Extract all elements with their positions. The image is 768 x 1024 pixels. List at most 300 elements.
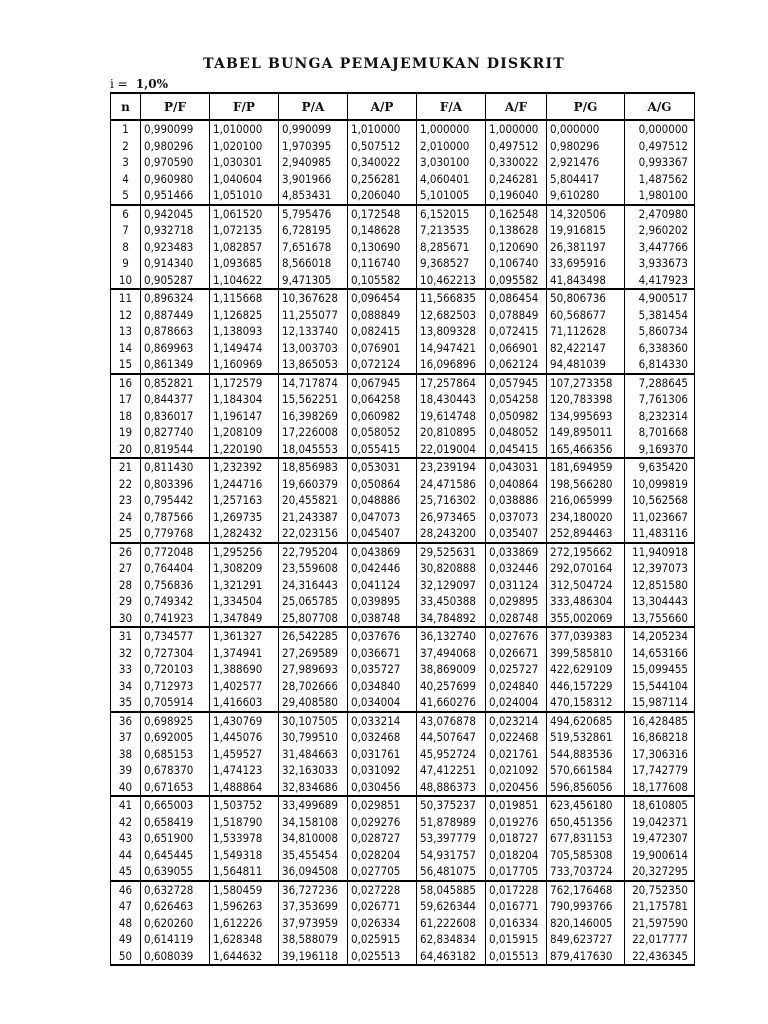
column-header: n <box>111 93 141 120</box>
factor-cell: 10,562568 <box>625 492 695 509</box>
factor-cell: 1,160969 <box>210 356 279 374</box>
period-cell: 18 <box>111 408 141 425</box>
period-cell: 35 <box>111 694 141 712</box>
factor-cell: 0,741923 <box>141 610 210 628</box>
factor-cell: 0,072124 <box>348 356 417 374</box>
factor-cell: 18,610805 <box>625 796 695 814</box>
factor-cell: 1,321291 <box>210 577 279 594</box>
period-cell: 4 <box>111 171 141 188</box>
page-title: TABEL BUNGA PEMAJEMUKAN DISKRIT <box>203 56 565 72</box>
factor-cell: 1,487562 <box>625 171 695 188</box>
factor-cell: 8,285671 <box>417 239 486 256</box>
factor-cell: 1,184304 <box>210 391 279 408</box>
factor-cell: 570,661584 <box>547 762 625 779</box>
factor-cell: 0,015915 <box>486 931 547 948</box>
factor-cell: 0,045407 <box>348 525 417 543</box>
factor-cell: 14,205234 <box>625 627 695 645</box>
factor-cell: 1,430769 <box>210 712 279 730</box>
factor-cell: 32,834686 <box>279 779 348 797</box>
factor-cell: 0,016771 <box>486 898 547 915</box>
period-cell: 1 <box>111 120 141 138</box>
factor-cell: 0,844377 <box>141 391 210 408</box>
factor-cell: 34,784892 <box>417 610 486 628</box>
column-header: F/A <box>417 93 486 120</box>
factor-cell: 1,347849 <box>210 610 279 628</box>
period-cell: 23 <box>111 492 141 509</box>
factor-cell: 43,076878 <box>417 712 486 730</box>
factor-cell: 4,900517 <box>625 289 695 307</box>
factor-cell: 181,694959 <box>547 458 625 476</box>
column-header: A/F <box>486 93 547 120</box>
period-cell: 25 <box>111 525 141 543</box>
factor-cell: 0,015513 <box>486 948 547 966</box>
factor-cell: 15,099455 <box>625 661 695 678</box>
factor-cell: 0,028727 <box>348 830 417 847</box>
factor-cell: 2,010000 <box>417 138 486 155</box>
factor-cell: 544,883536 <box>547 746 625 763</box>
factor-cell: 2,960202 <box>625 222 695 239</box>
factor-cell: 0,116740 <box>348 255 417 272</box>
period-cell: 17 <box>111 391 141 408</box>
factor-cell: 8,566018 <box>279 255 348 272</box>
factor-cell: 0,072415 <box>486 323 547 340</box>
period-cell: 19 <box>111 424 141 441</box>
factor-cell: 0,047073 <box>348 509 417 526</box>
factor-cell: 0,076901 <box>348 340 417 357</box>
factor-cell: 59,626344 <box>417 898 486 915</box>
factor-cell: 27,269589 <box>279 645 348 662</box>
factor-cell: 762,176468 <box>547 881 625 899</box>
factor-cell: 0,932718 <box>141 222 210 239</box>
factor-cell: 0,639055 <box>141 863 210 881</box>
factor-cell: 0,037676 <box>348 627 417 645</box>
factor-cell: 1,000000 <box>417 120 486 138</box>
factor-cell: 3,030100 <box>417 154 486 171</box>
factor-cell: 60,568677 <box>547 307 625 324</box>
table-row <box>111 476 695 493</box>
factor-cell: 0,836017 <box>141 408 210 425</box>
factor-cell: 0,027228 <box>348 881 417 899</box>
period-cell: 44 <box>111 847 141 864</box>
factor-cell: 377,039383 <box>547 627 625 645</box>
factor-cell: 19,614748 <box>417 408 486 425</box>
factor-cell: 0,048886 <box>348 492 417 509</box>
factor-cell: 0,054258 <box>486 391 547 408</box>
table-row <box>111 525 695 543</box>
factor-cell: 0,025513 <box>348 948 417 966</box>
factor-cell: 16,428485 <box>625 712 695 730</box>
factor-cell: 13,809328 <box>417 323 486 340</box>
period-cell: 10 <box>111 272 141 290</box>
factor-cell: 0,887449 <box>141 307 210 324</box>
factor-cell: 4,060401 <box>417 171 486 188</box>
factor-cell: 64,463182 <box>417 948 486 966</box>
factor-cell: 0,019851 <box>486 796 547 814</box>
factor-cell: 0,060982 <box>348 408 417 425</box>
factor-cell: 11,566835 <box>417 289 486 307</box>
factor-cell: 28,243200 <box>417 525 486 543</box>
column-header: A/P <box>348 93 417 120</box>
factor-cell: 0,779768 <box>141 525 210 543</box>
factor-cell: 0,037073 <box>486 509 547 526</box>
factor-cell: 0,106740 <box>486 255 547 272</box>
table-row <box>111 222 695 239</box>
factor-cell: 0,923483 <box>141 239 210 256</box>
factor-cell: 0,030456 <box>348 779 417 797</box>
table-row <box>111 729 695 746</box>
factor-cell: 1,308209 <box>210 560 279 577</box>
factor-cell: 879,417630 <box>547 948 625 966</box>
table-row <box>111 441 695 459</box>
factor-cell: 20,810895 <box>417 424 486 441</box>
table-row <box>111 374 695 392</box>
factor-cell: 0,031092 <box>348 762 417 779</box>
factor-cell: 1,000000 <box>486 120 547 138</box>
factor-cell: 1,980100 <box>625 187 695 205</box>
factor-cell: 30,799510 <box>279 729 348 746</box>
table-row <box>111 577 695 594</box>
factor-cell: 0,088849 <box>348 307 417 324</box>
factor-cell: 11,940918 <box>625 543 695 561</box>
period-cell: 36 <box>111 712 141 730</box>
factor-cell: 849,623727 <box>547 931 625 948</box>
table-row <box>111 120 695 138</box>
factor-cell: 0,246281 <box>486 171 547 188</box>
factor-cell: 36,132740 <box>417 627 486 645</box>
factor-cell: 0,016334 <box>486 915 547 932</box>
factor-cell: 0,620260 <box>141 915 210 932</box>
table-row <box>111 560 695 577</box>
factor-cell: 0,665003 <box>141 796 210 814</box>
table-row <box>111 255 695 272</box>
period-cell: 33 <box>111 661 141 678</box>
factor-cell: 0,017705 <box>486 863 547 881</box>
factor-cell: 1,549318 <box>210 847 279 864</box>
factor-cell: 0,990099 <box>279 120 348 138</box>
factor-cell: 36,094508 <box>279 863 348 881</box>
factor-cell: 0,626463 <box>141 898 210 915</box>
factor-cell: 0,026771 <box>348 898 417 915</box>
factor-cell: 28,702666 <box>279 678 348 695</box>
factor-cell: 1,282432 <box>210 525 279 543</box>
period-cell: 41 <box>111 796 141 814</box>
factor-cell: 0,990099 <box>141 120 210 138</box>
factor-cell: 1,061520 <box>210 205 279 223</box>
factor-cell: 1,072135 <box>210 222 279 239</box>
factor-cell: 0,018727 <box>486 830 547 847</box>
factor-cell: 15,544104 <box>625 678 695 695</box>
factor-cell: 790,993766 <box>547 898 625 915</box>
table-row <box>111 830 695 847</box>
factor-cell: 41,660276 <box>417 694 486 712</box>
factor-cell: 29,525631 <box>417 543 486 561</box>
factor-cell: 0,018204 <box>486 847 547 864</box>
factor-cell: 12,397073 <box>625 560 695 577</box>
table-row <box>111 323 695 340</box>
period-cell: 46 <box>111 881 141 899</box>
factor-cell: 7,761306 <box>625 391 695 408</box>
factor-cell: 1,020100 <box>210 138 279 155</box>
factor-cell: 165,466356 <box>547 441 625 459</box>
factor-cell: 0,020456 <box>486 779 547 797</box>
factor-cell: 0,035727 <box>348 661 417 678</box>
factor-cell: 22,795204 <box>279 543 348 561</box>
factor-cell: 0,878663 <box>141 323 210 340</box>
table-row <box>111 898 695 915</box>
factor-cell: 0,861349 <box>141 356 210 374</box>
factor-cell: 0,819544 <box>141 441 210 459</box>
factor-cell: 422,629109 <box>547 661 625 678</box>
factor-cell: 1,126825 <box>210 307 279 324</box>
factor-cell: 51,878989 <box>417 814 486 831</box>
factor-cell: 0,148628 <box>348 222 417 239</box>
factor-cell: 1,257163 <box>210 492 279 509</box>
table-row <box>111 239 695 256</box>
factor-cell: 446,157229 <box>547 678 625 695</box>
factor-cell: 14,653166 <box>625 645 695 662</box>
factor-cell: 0,645445 <box>141 847 210 864</box>
table-row <box>111 814 695 831</box>
interest-rate-label <box>110 77 168 91</box>
factor-cell: 26,381197 <box>547 239 625 256</box>
factor-cell: 1,628348 <box>210 931 279 948</box>
period-cell: 27 <box>111 560 141 577</box>
table-row <box>111 154 695 171</box>
factor-cell: 0,608039 <box>141 948 210 966</box>
factor-cell: 1,232392 <box>210 458 279 476</box>
factor-cell: 0,852821 <box>141 374 210 392</box>
factor-cell: 0,025915 <box>348 931 417 948</box>
factor-cell: 21,243387 <box>279 509 348 526</box>
factor-cell: 38,588079 <box>279 931 348 948</box>
period-cell: 21 <box>111 458 141 476</box>
table-header-row <box>111 93 695 120</box>
table-row <box>111 712 695 730</box>
factor-cell: 1,416603 <box>210 694 279 712</box>
factor-cell: 5,381454 <box>625 307 695 324</box>
factor-cell: 9,471305 <box>279 272 348 290</box>
factor-cell: 20,752350 <box>625 881 695 899</box>
factor-cell: 1,488864 <box>210 779 279 797</box>
factor-cell: 3,901966 <box>279 171 348 188</box>
factor-cell: 0,685153 <box>141 746 210 763</box>
factor-cell: 0,086454 <box>486 289 547 307</box>
period-cell: 22 <box>111 476 141 493</box>
factor-cell: 0,040864 <box>486 476 547 493</box>
period-cell: 48 <box>111 915 141 932</box>
factor-cell: 1,402577 <box>210 678 279 695</box>
factor-cell: 36,727236 <box>279 881 348 899</box>
factor-cell: 2,470980 <box>625 205 695 223</box>
factor-cell: 17,742779 <box>625 762 695 779</box>
table-row <box>111 171 695 188</box>
factor-cell: 12,133740 <box>279 323 348 340</box>
table-row <box>111 796 695 814</box>
factor-cell: 272,195662 <box>547 543 625 561</box>
factor-cell: 22,436345 <box>625 948 695 966</box>
factor-cell: 0,970590 <box>141 154 210 171</box>
factor-cell: 1,564811 <box>210 863 279 881</box>
table-row <box>111 661 695 678</box>
factor-cell: 8,232314 <box>625 408 695 425</box>
factor-cell: 1,269735 <box>210 509 279 526</box>
factor-cell: 1,374941 <box>210 645 279 662</box>
factor-cell: 14,947421 <box>417 340 486 357</box>
factor-cell: 0,023214 <box>486 712 547 730</box>
period-cell: 6 <box>111 205 141 223</box>
table-row <box>111 746 695 763</box>
table-row <box>111 610 695 628</box>
factor-cell: 2,940985 <box>279 154 348 171</box>
factor-cell: 18,045553 <box>279 441 348 459</box>
factor-cell: 25,065785 <box>279 593 348 610</box>
factor-cell: 0,497512 <box>625 138 695 155</box>
factor-cell: 24,316443 <box>279 577 348 594</box>
factor-cell: 0,795442 <box>141 492 210 509</box>
factor-cell: 0,130690 <box>348 239 417 256</box>
column-header: P/G <box>547 93 625 120</box>
factor-cell: 0,651900 <box>141 830 210 847</box>
factor-cell: 0,960980 <box>141 171 210 188</box>
factor-cell: 6,152015 <box>417 205 486 223</box>
factor-cell: 470,158312 <box>547 694 625 712</box>
factor-cell: 17,257864 <box>417 374 486 392</box>
factor-cell: 0,256281 <box>348 171 417 188</box>
table-row <box>111 356 695 374</box>
factor-cell: 40,257699 <box>417 678 486 695</box>
factor-cell: 0,043031 <box>486 458 547 476</box>
factor-cell: 32,163033 <box>279 762 348 779</box>
factor-cell: 1,533978 <box>210 830 279 847</box>
factor-cell: 26,542285 <box>279 627 348 645</box>
factor-cell: 1,244716 <box>210 476 279 493</box>
table-row <box>111 881 695 899</box>
factor-cell: 38,869009 <box>417 661 486 678</box>
factor-cell: 0,756836 <box>141 577 210 594</box>
period-cell: 50 <box>111 948 141 966</box>
factor-cell: 6,814330 <box>625 356 695 374</box>
period-cell: 49 <box>111 931 141 948</box>
factor-cell: 0,050982 <box>486 408 547 425</box>
factor-cell: 0,027705 <box>348 863 417 881</box>
factor-cell: 1,644632 <box>210 948 279 966</box>
factor-cell: 0,095582 <box>486 272 547 290</box>
factor-cell: 34,810008 <box>279 830 348 847</box>
table-row <box>111 847 695 864</box>
factor-cell: 0,021092 <box>486 762 547 779</box>
factor-cell: 9,635420 <box>625 458 695 476</box>
factor-cell: 9,368527 <box>417 255 486 272</box>
factor-cell: 0,050864 <box>348 476 417 493</box>
factor-cell: 149,895011 <box>547 424 625 441</box>
factor-cell: 24,471586 <box>417 476 486 493</box>
factor-cell: 0,671653 <box>141 779 210 797</box>
factor-cell: 62,834834 <box>417 931 486 948</box>
table-row <box>111 931 695 948</box>
factor-cell: 71,112628 <box>547 323 625 340</box>
factor-cell: 0,749342 <box>141 593 210 610</box>
period-cell: 24 <box>111 509 141 526</box>
factor-cell: 1,580459 <box>210 881 279 899</box>
factor-cell: 25,807708 <box>279 610 348 628</box>
factor-cell: 0,027676 <box>486 627 547 645</box>
factor-cell: 1,361327 <box>210 627 279 645</box>
factor-cell: 1,474123 <box>210 762 279 779</box>
factor-cell: 0,942045 <box>141 205 210 223</box>
period-cell: 15 <box>111 356 141 374</box>
factor-cell: 39,196118 <box>279 948 348 966</box>
factor-cell: 0,036671 <box>348 645 417 662</box>
factor-cell: 1,115668 <box>210 289 279 307</box>
factor-cell: 22,023156 <box>279 525 348 543</box>
table-row <box>111 187 695 205</box>
factor-cell: 34,158108 <box>279 814 348 831</box>
factor-cell: 5,795476 <box>279 205 348 223</box>
factor-cell: 234,180020 <box>547 509 625 526</box>
rate-label: i = <box>110 77 128 91</box>
factor-cell: 0,029276 <box>348 814 417 831</box>
factor-cell: 19,900614 <box>625 847 695 864</box>
rate-value: 1,0% <box>135 77 168 91</box>
table-row <box>111 138 695 155</box>
factor-cell: 623,456180 <box>547 796 625 814</box>
table-row <box>111 915 695 932</box>
interest-factor-table <box>110 92 695 966</box>
factor-cell: 0,698925 <box>141 712 210 730</box>
factor-cell: 650,451356 <box>547 814 625 831</box>
period-cell: 37 <box>111 729 141 746</box>
factor-cell: 494,620685 <box>547 712 625 730</box>
factor-cell: 0,951466 <box>141 187 210 205</box>
factor-cell: 37,353699 <box>279 898 348 915</box>
factor-cell: 20,455821 <box>279 492 348 509</box>
factor-cell: 0,058052 <box>348 424 417 441</box>
factor-cell: 120,783398 <box>547 391 625 408</box>
factor-cell: 0,078849 <box>486 307 547 324</box>
factor-cell: 107,273358 <box>547 374 625 392</box>
column-header: F/P <box>210 93 279 120</box>
factor-cell: 18,430443 <box>417 391 486 408</box>
factor-cell: 19,660379 <box>279 476 348 493</box>
factor-cell: 48,886373 <box>417 779 486 797</box>
factor-cell: 10,099819 <box>625 476 695 493</box>
factor-cell: 16,096896 <box>417 356 486 374</box>
table-row <box>111 779 695 797</box>
factor-cell: 292,070164 <box>547 560 625 577</box>
factor-cell: 0,028204 <box>348 847 417 864</box>
period-cell: 3 <box>111 154 141 171</box>
table-row <box>111 205 695 223</box>
factor-cell: 1,612226 <box>210 915 279 932</box>
table-row <box>111 492 695 509</box>
factor-cell: 1,388690 <box>210 661 279 678</box>
factor-cell: 5,860734 <box>625 323 695 340</box>
factor-cell: 23,559608 <box>279 560 348 577</box>
factor-cell: 0,734577 <box>141 627 210 645</box>
factor-cell: 0,034840 <box>348 678 417 695</box>
factor-cell: 1,010000 <box>210 120 279 138</box>
factor-cell: 19,472307 <box>625 830 695 847</box>
factor-cell: 820,146005 <box>547 915 625 932</box>
factor-cell: 22,017777 <box>625 931 695 948</box>
factor-cell: 32,129097 <box>417 577 486 594</box>
factor-cell: 0,033869 <box>486 543 547 561</box>
column-header: P/F <box>141 93 210 120</box>
period-cell: 34 <box>111 678 141 695</box>
period-cell: 13 <box>111 323 141 340</box>
factor-cell: 0,082415 <box>348 323 417 340</box>
factor-cell: 733,703724 <box>547 863 625 881</box>
